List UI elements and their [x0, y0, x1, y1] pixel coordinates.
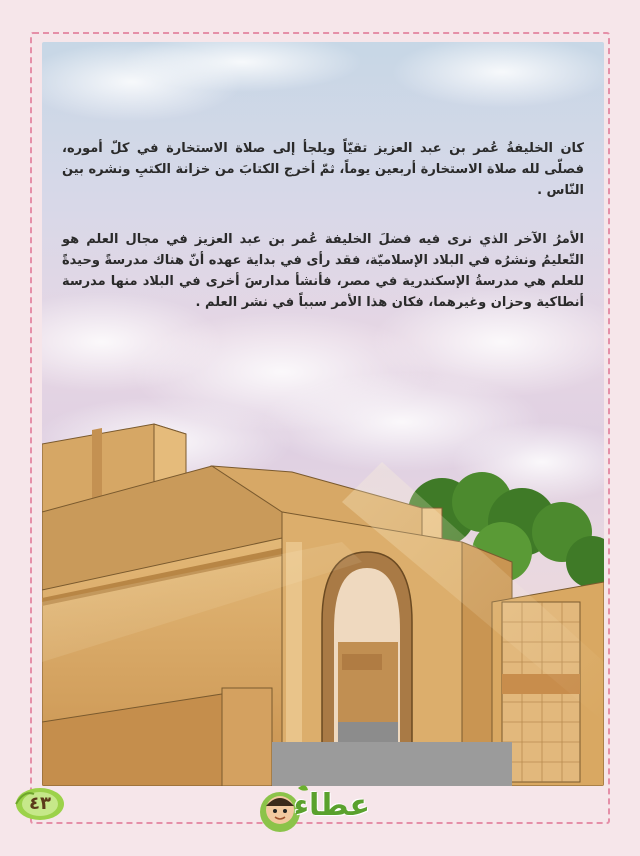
magazine-logo — [252, 778, 372, 838]
dashed-page-frame — [30, 32, 610, 824]
page-number-badge — [14, 784, 66, 824]
page-number: ٤٣ — [29, 793, 51, 814]
paragraph-2: الأمرُ الآخر الذي نرى فيه فضلَ الخليفة عُمر بن عبد العزيز في مجال العلم هو التّعليمُ ونشرُه في البلاد الإسلاميّة، فقد رأى في بداية عهده أنّ هناك مدرسةً وحيدةً للعلم هي مدرسةُ الإسكندرية في مصر، فأنشأ مدارسَ أخرى في البلاد منها مدرسة أنطاكية وحزان وغيرهما، فكان هذا الأمر سبباً في نشر العلم . — [62, 232, 584, 310]
logo-text: عطاء — [293, 788, 370, 823]
paragraph-1: كان الخليفةُ عُمر بن عبد العزيز تقيّاً ويلجأ إلى صلاة الاستخارة في كلّ أموره، فصلّى لله صلاة الاستخارة أربعين يوماً، ثمّ أخرج الكتابَ من خزانة الكتبِ ونشره بين النّاس . — [62, 141, 584, 198]
